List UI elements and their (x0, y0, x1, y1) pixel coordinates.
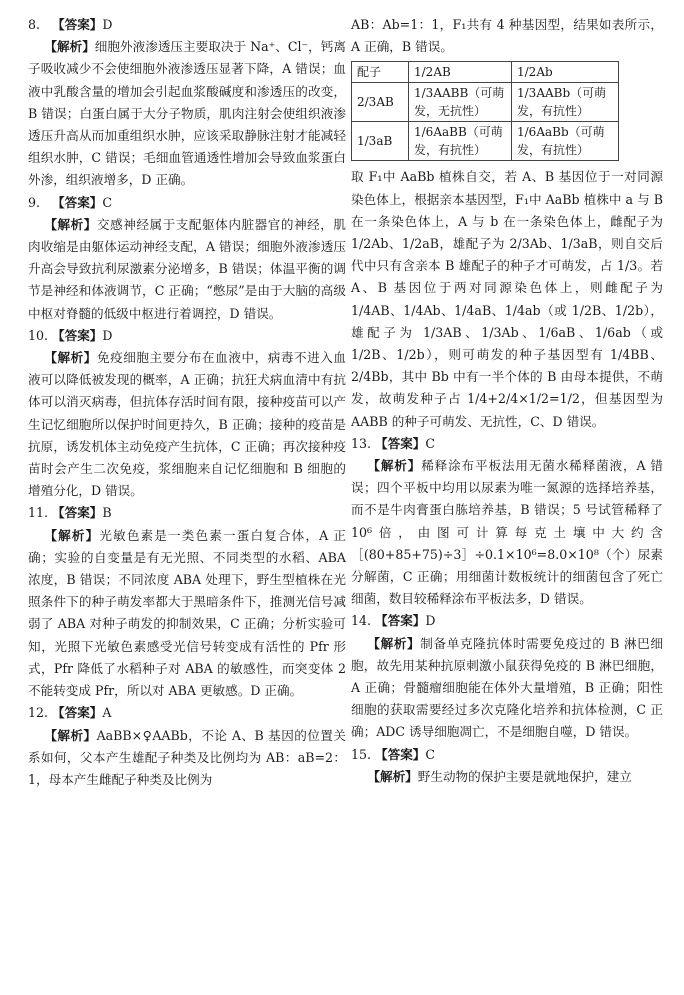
analysis-text: 制备单克隆抗体时需要免疫过的 B 淋巴细胞，故先用某种抗原刺激小鼠获得免疫的 B 淋巴细胞，A 正确；骨髓瘤细胞能在体外大量增殖，B 正确；阳性细胞的获取需要经过多次克隆化培养和抗体检测，C 正确；ADC 诱导细胞凋亡，不是细胞自噬，D 错误。 (351, 635, 664, 740)
answer-label: 【答案】 (375, 435, 426, 451)
answer-label: 【答案】 (52, 194, 103, 210)
analysis-label: 【解析】 (44, 216, 97, 232)
analysis-label: 【解析】 (44, 350, 97, 366)
analysis-label: 【解析】 (44, 727, 97, 743)
table-row (352, 83, 619, 122)
table-cell: 1/3AABb（可萌发，有抗性） (512, 83, 619, 122)
right-column (351, 14, 663, 788)
table-header-cell: 1/2Ab (512, 62, 619, 83)
question-number: 9. (28, 194, 41, 210)
question-number: 15. (351, 746, 372, 762)
question-number: 11. (28, 505, 49, 521)
analysis-label: 【解析】 (44, 39, 95, 55)
analysis-label: 【解析】 (367, 458, 422, 474)
question-14 (351, 610, 663, 743)
answer-value: D (102, 17, 113, 32)
question-12-analysis-continued: 取 F₁中 AaBb 植株自交，若 A、B 基因位于一对同源染色体上，根据亲本基因型，F₁中 AaBb 植株中 a 与 B 在一条染色体上，A 与 b 在一条染色体上，雌配子为 1/2Ab、1/2aB，雄配子为 2/3Ab、1/3aB，则自交后代中只有含亲本 B 雄配子的种子才可萌发，占 1/3。若 A、B 基因位于两对同源染色体上，则雌配子为 1/4AB、1/4Ab、1/4aB、1/4ab（或 1/2B、1/2b），雄配子为 1/3AB、1/3Ab、1/6aB、1/6ab（或 1/2B、1/2b），则可萌发的种子基因型有 1/4BB、2/4Bb，其中 Bb 中有一半个体的 B 由母本提供，不萌发，故萌发种子占 1/4+2/4×1/2=1/2，但基因型为 AABB 的种子可萌发、无抗性，C、D 错误。 (351, 169, 663, 429)
table-cell: 2/3AB (352, 83, 409, 122)
analysis-label: 【解析】 (367, 635, 421, 651)
analysis-text: 野生动物的保护主要是就地保护，建立 (417, 768, 632, 784)
answer-label: 【答案】 (375, 746, 426, 762)
question-12 (28, 702, 346, 791)
answer-value: D (425, 613, 436, 629)
table-cell: 1/3AABB（可萌发，无抗性） (409, 83, 512, 122)
question-number: 12. (28, 705, 49, 721)
table-cell: 1/6AaBb（可萌发，有抗性） (512, 122, 619, 161)
answer-label: 【答案】 (375, 613, 426, 629)
question-8 (28, 14, 346, 192)
question-13 (351, 433, 663, 611)
answer-value: A (102, 705, 112, 721)
question-11 (28, 502, 346, 702)
answer-value: B (102, 505, 112, 521)
table-header-cell: 配子 (352, 62, 409, 83)
answer-value: C (425, 435, 436, 451)
left-column (28, 14, 346, 791)
answer-label: 【答案】 (52, 327, 103, 343)
answer-value: C (425, 746, 436, 762)
question-9 (28, 192, 346, 325)
table-header-row (352, 62, 619, 83)
analysis-text: 免疫细胞主要分布在血液中，病毒不进入血液可以降低被发现的概率，A 正确；抗狂犬病血清中有抗体可以消灭病毒，但抗体存活时间有限，接种疫苗可以产生记忆细胞所以保护时间更持久，B 正确；接种的疫苗是抗原，诱发机体主动免疫产生抗体，C 正确；再次接种疫苗时会产生二次免疫，浆细胞来自记忆细胞和 B 细胞的增殖分化，D 错误。 (28, 350, 347, 499)
answer-value: C (102, 194, 113, 210)
analysis-label: 【解析】 (367, 768, 418, 784)
genotype-table (351, 61, 619, 161)
table-header-cell: 1/2AB (409, 62, 512, 83)
question-12-continued: AB：Ab=1：1，F₁共有 4 种基因型，结果如表所示，A 正确，B 错误。 (351, 17, 663, 55)
answer-value: D (102, 327, 113, 343)
table-cell: 1/3aB (352, 122, 409, 161)
answer-label: 【答案】 (52, 505, 103, 521)
question-number: 13. (351, 435, 372, 451)
question-number: 10. (28, 327, 49, 343)
analysis-text: 细胞外液渗透压主要取决于 Na⁺、Cl⁻，钙离子吸收减少不会使细胞外液渗透压显著下降，A 错误；血液中乳酸含量的增加会引起血浆酸碱度和渗透压的改变，B 错误；白蛋白属于大分子物质，肌肉注射会使组织液渗透压升高从而加重组织水肿，应该采取静脉注射才能减轻组织水肿，C 错误；毛细血管通透性增加会导致血浆蛋白外渗，组织液增多，D 正确。 (28, 39, 346, 188)
analysis-text: AaBB×♀AABb，不论 A、B 基因的位置关系如何，父本产生雄配子种类及比例均为 AB：aB=2：1，母本产生雌配子种类及比例为 (28, 727, 347, 787)
answer-label: 【答案】 (52, 17, 103, 32)
analysis-label: 【解析】 (44, 527, 100, 543)
question-number: 14. (351, 613, 372, 629)
question-number: 8. (28, 17, 41, 32)
table-cell: 1/6AaBB（可萌发，有抗性） (409, 122, 512, 161)
analysis-text: 光敏色素是一类色素一蛋白复合体，A 正确；实验的自变量是有无光照、不同类型的水稻、ABA 浓度，B 错误；不同浓度 ABA 处理下，野生型植株在光照条件下的种子萌发率都大于黑暗条件下，推测光信号减弱了 ABA 对种子萌发的抑制效果，C 正确；分析实验可知，光照下光敏色素感受光信号转变成有活性的 Pfr 形式，Pfr 降低了水稻种子对 ABA 的敏感性，而突变体 2 不能转变成 Pfr，所以对 ABA 更敏感。D 正确。 (28, 527, 347, 699)
question-10 (28, 325, 346, 503)
table-row (352, 122, 619, 161)
analysis-text: 交感神经属于支配躯体内脏器官的神经，肌肉收缩是由躯体运动神经支配，A 错误；细胞外液渗透压升高会导致抗利尿激素分泌增多，B 错误；体温平衡的调节是神经和体液调节，C 正确；“憋尿”是由于大脑的高级中枢对脊髓的低级中枢进行着调控，D 错误。 (28, 216, 347, 321)
question-15 (351, 744, 663, 788)
answer-label: 【答案】 (52, 705, 103, 721)
analysis-text: 稀释涂布平板法用无菌水稀释菌液，A 错误；四个平板中均用以尿素为唯一氮源的选择培养基，而不是牛肉膏蛋白胨培养基，B 错误；5 号试管稀释了 10⁶倍，由图可计算每克土壤中大约含［(80+85+75)÷3］÷0.1×10⁶=8.0×10⁸（个）尿素分解菌，C 正确；用细菌计数板统计的细菌包含了死亡细菌，数目较稀释涂布平板法多，D 错误。 (351, 458, 663, 607)
